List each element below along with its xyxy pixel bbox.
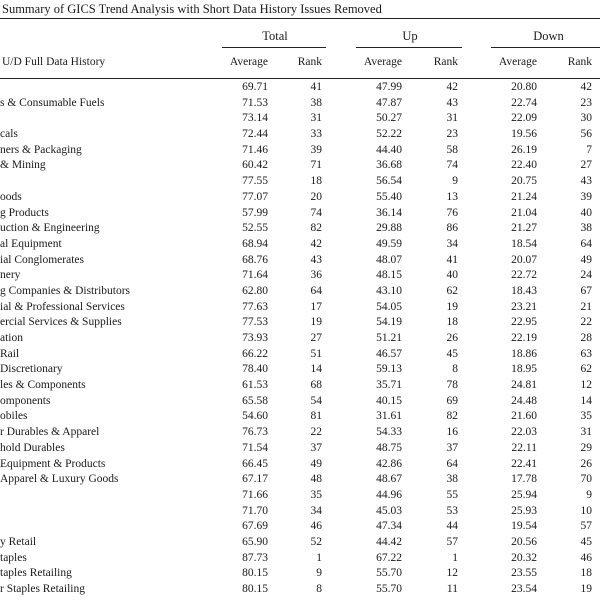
cell-up-average: 47.87 xyxy=(376,96,402,109)
table-row xyxy=(0,143,600,159)
cell-down-average: 22.19 xyxy=(511,332,537,344)
cell-up-average: 44.42 xyxy=(376,535,402,548)
cell-up-rank: 26 xyxy=(446,332,458,344)
table-row xyxy=(0,535,600,551)
cell-total-rank: 36 xyxy=(310,269,322,282)
cell-up-rank: 1 xyxy=(452,551,458,564)
cell-total-rank: 39 xyxy=(310,143,322,156)
cell-down-rank: 7 xyxy=(586,143,592,156)
cell-down-rank: 39 xyxy=(580,190,592,203)
row-label: ation xyxy=(0,332,23,344)
cell-up-average: 55.70 xyxy=(376,583,402,595)
cell-total-rank: 18 xyxy=(310,175,322,188)
cell-down-rank: 14 xyxy=(580,394,592,407)
table-row xyxy=(0,347,600,363)
cell-total-rank: 22 xyxy=(310,426,322,439)
row-label: obiles xyxy=(0,410,28,423)
cell-up-average: 35.71 xyxy=(376,379,402,392)
row-label: Apparel & Luxury Goods xyxy=(0,473,119,486)
cell-up-rank: 76 xyxy=(446,206,458,219)
cell-up-rank: 82 xyxy=(446,410,458,423)
cell-down-rank: 23 xyxy=(580,96,592,109)
cell-down-rank: 70 xyxy=(580,473,592,486)
cell-up-rank: 53 xyxy=(446,504,458,517)
cell-total-rank: 8 xyxy=(316,583,322,595)
cell-total-rank: 19 xyxy=(310,316,322,329)
cell-total-average: 78.40 xyxy=(242,363,268,376)
cell-up-rank: 23 xyxy=(446,128,458,141)
table-row xyxy=(0,315,600,331)
row-label: nery xyxy=(0,269,21,282)
row-label: r Durables & Apparel xyxy=(0,426,100,439)
cell-down-rank: 26 xyxy=(580,457,592,470)
cell-up-average: 36.68 xyxy=(376,159,402,172)
row-label: oods xyxy=(0,190,22,203)
cell-up-average: 45.03 xyxy=(376,504,402,517)
row-label: hold Durables xyxy=(0,441,65,454)
cell-down-average: 25.93 xyxy=(511,504,537,517)
cell-total-average: 67.17 xyxy=(242,473,268,486)
group-header-down: Down xyxy=(533,29,564,43)
cell-down-rank: 64 xyxy=(580,237,592,250)
cell-total-average: 72.44 xyxy=(242,128,268,141)
cell-down-rank: 35 xyxy=(580,410,592,423)
cell-down-rank: 30 xyxy=(580,112,592,125)
cell-total-average: 62.80 xyxy=(242,284,268,297)
header-rule xyxy=(0,78,600,79)
cell-total-average: 71.70 xyxy=(242,504,268,517)
table-row xyxy=(0,441,600,457)
cell-up-average: 55.70 xyxy=(376,567,402,580)
cell-up-rank: 18 xyxy=(446,316,458,329)
cell-down-average: 18.43 xyxy=(511,284,537,297)
cell-total-average: 80.15 xyxy=(242,583,268,595)
cell-total-rank: 31 xyxy=(310,112,322,125)
table-row xyxy=(0,206,600,222)
cell-up-rank: 78 xyxy=(446,379,458,392)
row-label: Rail xyxy=(0,347,20,360)
cell-down-average: 19.56 xyxy=(511,128,537,141)
row-label: cals xyxy=(0,128,18,141)
cell-down-average: 22.11 xyxy=(511,441,537,454)
cell-up-average: 31.61 xyxy=(376,410,402,423)
table-row xyxy=(0,253,600,269)
cell-up-average: 50.27 xyxy=(376,112,402,125)
row-label: y Retail xyxy=(0,535,37,548)
row-label: Equipment & Products xyxy=(0,457,106,470)
cell-down-average: 21.60 xyxy=(511,410,537,423)
cell-down-rank: 27 xyxy=(580,159,592,172)
cell-total-average: 77.55 xyxy=(242,175,268,188)
cell-down-rank: 56 xyxy=(580,128,592,141)
cell-up-average: 48.15 xyxy=(376,269,402,282)
table-row xyxy=(0,551,600,567)
cell-total-average: 57.99 xyxy=(242,206,268,219)
table-row xyxy=(0,96,600,112)
cell-total-rank: 64 xyxy=(310,284,322,297)
cell-total-average: 60.42 xyxy=(242,159,268,172)
cell-up-rank: 16 xyxy=(446,426,458,439)
table-row xyxy=(0,519,600,535)
cell-down-average: 23.55 xyxy=(511,567,537,580)
row-label: ial Conglomerates xyxy=(0,253,84,266)
table-row xyxy=(0,237,600,253)
cell-down-average: 23.21 xyxy=(511,300,537,313)
cell-total-average: 68.94 xyxy=(242,237,268,250)
table-row xyxy=(0,425,600,441)
table-row xyxy=(0,582,600,598)
row-label: r Staples Retailing xyxy=(0,583,85,595)
cell-up-rank: 69 xyxy=(446,394,458,407)
cell-total-average: 65.90 xyxy=(242,535,268,548)
cell-down-rank: 18 xyxy=(580,567,592,580)
cell-down-rank: 10 xyxy=(580,504,592,517)
cell-up-average: 54.33 xyxy=(376,426,402,439)
cell-down-average: 20.07 xyxy=(511,253,537,266)
cell-total-rank: 48 xyxy=(310,473,322,486)
table-row xyxy=(0,300,600,316)
cell-up-rank: 9 xyxy=(452,175,458,188)
cell-up-rank: 34 xyxy=(446,237,458,250)
cell-down-rank: 49 xyxy=(580,253,592,266)
table-row xyxy=(0,268,600,284)
cell-up-rank: 11 xyxy=(446,583,458,595)
cell-up-rank: 13 xyxy=(446,190,458,203)
cell-up-rank: 42 xyxy=(446,81,458,93)
table-row xyxy=(0,127,600,143)
cell-total-rank: 54 xyxy=(310,394,322,407)
cell-total-average: 73.93 xyxy=(242,332,268,344)
cell-down-rank: 43 xyxy=(580,175,592,188)
cell-down-average: 20.80 xyxy=(511,81,537,93)
cell-down-average: 21.27 xyxy=(511,222,537,235)
cell-down-rank: 38 xyxy=(580,222,592,235)
cell-down-rank: 62 xyxy=(580,363,592,376)
cell-down-rank: 28 xyxy=(580,332,592,344)
table-row xyxy=(0,504,600,520)
row-label: ial & Professional Services xyxy=(0,300,125,313)
cell-total-rank: 42 xyxy=(310,237,322,250)
cell-total-average: 54.60 xyxy=(242,410,268,423)
row-label: les & Components xyxy=(0,379,86,392)
table-row xyxy=(0,174,600,190)
cell-up-rank: 38 xyxy=(446,473,458,486)
cell-up-average: 29.88 xyxy=(376,222,402,235)
cell-total-rank: 33 xyxy=(310,128,322,141)
cell-up-average: 46.57 xyxy=(376,347,402,360)
cell-up-average: 47.99 xyxy=(376,81,402,93)
table-row xyxy=(0,488,600,504)
group-rule-up xyxy=(356,47,462,48)
cell-total-average: 66.45 xyxy=(242,457,268,470)
cell-up-rank: 19 xyxy=(446,300,458,313)
cell-total-rank: 1 xyxy=(316,551,322,564)
cell-up-rank: 55 xyxy=(446,488,458,501)
cell-up-rank: 31 xyxy=(446,112,458,125)
column-header-up-average: Average xyxy=(363,56,402,68)
column-header-down-rank: Rank xyxy=(567,56,592,68)
cell-up-rank: 57 xyxy=(446,535,458,548)
cell-total-rank: 27 xyxy=(310,332,322,344)
cell-down-rank: 21 xyxy=(580,300,592,313)
cell-down-rank: 9 xyxy=(586,488,592,501)
cell-down-average: 18.86 xyxy=(511,347,537,360)
cell-down-average: 20.75 xyxy=(511,175,537,188)
cell-total-average: 61.53 xyxy=(242,379,268,392)
cell-down-average: 20.32 xyxy=(511,551,537,564)
cell-down-rank: 57 xyxy=(580,520,592,533)
cell-up-average: 47.34 xyxy=(376,520,402,533)
cell-total-rank: 46 xyxy=(310,520,322,533)
cell-total-rank: 49 xyxy=(310,457,322,470)
cell-down-average: 26.19 xyxy=(511,143,537,156)
group-rule-down xyxy=(491,47,600,48)
cell-up-average: 67.22 xyxy=(376,551,402,564)
row-label: uction & Engineering xyxy=(0,222,100,235)
table-row xyxy=(0,409,600,425)
cell-total-rank: 38 xyxy=(310,96,322,109)
table-row xyxy=(0,221,600,237)
cell-up-rank: 37 xyxy=(446,441,458,454)
cell-total-average: 73.14 xyxy=(242,112,268,125)
cell-down-rank: 67 xyxy=(580,284,592,297)
cell-down-rank: 31 xyxy=(580,426,592,439)
cell-down-average: 25.94 xyxy=(511,488,537,501)
group-header-total: Total xyxy=(262,29,288,43)
cell-total-rank: 34 xyxy=(310,504,322,517)
cell-total-average: 80.15 xyxy=(242,567,268,580)
cell-down-rank: 42 xyxy=(580,81,592,93)
cell-up-average: 48.67 xyxy=(376,473,402,486)
cell-total-average: 71.54 xyxy=(242,441,268,454)
page-title: Summary of GICS Trend Analysis with Short Data History Issues Removed xyxy=(2,2,382,16)
table-row xyxy=(0,331,600,347)
cell-total-average: 52.55 xyxy=(242,222,268,235)
cell-total-average: 71.46 xyxy=(242,143,268,156)
top-rule xyxy=(0,18,600,19)
cell-down-average: 24.81 xyxy=(511,379,537,392)
column-header-down-average: Average xyxy=(498,56,537,68)
cell-up-average: 36.14 xyxy=(376,206,402,219)
cell-total-average: 67.69 xyxy=(242,520,268,533)
group-header-up: Up xyxy=(402,29,418,43)
cell-up-rank: 8 xyxy=(452,363,458,376)
cell-total-rank: 37 xyxy=(310,441,322,454)
cell-up-rank: 64 xyxy=(446,457,458,470)
table-row xyxy=(0,284,600,300)
table-row xyxy=(0,190,600,206)
row-label: ners & Packaging xyxy=(0,143,82,156)
cell-up-average: 56.54 xyxy=(376,175,402,188)
row-label: & Mining xyxy=(0,159,46,172)
table-row xyxy=(0,111,600,127)
cell-total-rank: 20 xyxy=(310,190,322,203)
cell-down-average: 18.54 xyxy=(511,237,537,250)
cell-down-average: 18.95 xyxy=(511,363,537,376)
table-row xyxy=(0,378,600,394)
column-header-total-average: Average xyxy=(229,56,268,68)
column-header-total-rank: Rank xyxy=(297,56,322,68)
cell-up-average: 54.05 xyxy=(376,300,402,313)
cell-down-average: 22.03 xyxy=(511,426,537,439)
row-label: ercial Services & Supplies xyxy=(0,316,122,329)
cell-up-rank: 74 xyxy=(446,159,458,172)
table-row xyxy=(0,472,600,488)
row-label: omponents xyxy=(0,394,51,407)
table-row xyxy=(0,158,600,174)
cell-total-rank: 52 xyxy=(310,535,322,548)
cell-up-average: 51.21 xyxy=(376,332,402,344)
table-row xyxy=(0,362,600,378)
cell-up-average: 59.13 xyxy=(376,363,402,376)
cell-down-rank: 24 xyxy=(580,269,592,282)
cell-total-rank: 51 xyxy=(310,347,322,360)
group-rule-total xyxy=(222,47,326,48)
row-label: Discretionary xyxy=(0,363,63,376)
cell-up-rank: 62 xyxy=(446,284,458,297)
cell-up-rank: 58 xyxy=(446,143,458,156)
cell-total-average: 87.73 xyxy=(242,551,268,564)
cell-total-average: 77.53 xyxy=(242,316,268,329)
cell-down-rank: 12 xyxy=(580,379,592,392)
cell-down-average: 22.74 xyxy=(511,96,537,109)
cell-total-rank: 71 xyxy=(310,159,322,172)
cell-up-rank: 44 xyxy=(446,520,458,533)
cell-down-rank: 63 xyxy=(580,347,592,360)
row-label: g Products xyxy=(0,206,49,219)
cell-up-rank: 12 xyxy=(446,567,458,580)
cell-total-average: 66.22 xyxy=(242,347,268,360)
cell-total-average: 77.63 xyxy=(242,300,268,313)
cell-down-average: 24.48 xyxy=(511,394,537,407)
cell-total-average: 77.07 xyxy=(242,190,268,203)
cell-up-rank: 45 xyxy=(446,347,458,360)
cell-up-average: 54.19 xyxy=(376,316,402,329)
row-label: taples Retailing xyxy=(0,567,72,580)
column-header-full-data-history: U/D Full Data History xyxy=(2,56,106,68)
cell-down-rank: 46 xyxy=(580,551,592,564)
cell-total-average: 71.64 xyxy=(242,269,268,282)
row-label: taples xyxy=(0,551,27,564)
cell-total-rank: 17 xyxy=(310,300,322,313)
cell-down-average: 22.72 xyxy=(511,269,537,282)
table-body xyxy=(0,80,600,598)
cell-up-average: 48.75 xyxy=(376,441,402,454)
cell-total-average: 71.53 xyxy=(242,96,268,109)
cell-total-rank: 43 xyxy=(310,253,322,266)
cell-total-rank: 68 xyxy=(310,379,322,392)
cell-up-rank: 86 xyxy=(446,222,458,235)
column-header-up-rank: Rank xyxy=(433,56,458,68)
cell-up-rank: 43 xyxy=(446,96,458,109)
table-row xyxy=(0,457,600,473)
cell-up-average: 40.15 xyxy=(376,394,402,407)
cell-down-average: 19.54 xyxy=(511,520,537,533)
cell-up-average: 55.40 xyxy=(376,190,402,203)
cell-total-average: 65.58 xyxy=(242,394,268,407)
cell-up-rank: 41 xyxy=(446,253,458,266)
cell-down-average: 22.09 xyxy=(511,112,537,125)
table-row xyxy=(0,566,600,582)
cell-total-average: 68.76 xyxy=(242,253,268,266)
cell-up-average: 52.22 xyxy=(376,128,402,141)
cell-down-rank: 19 xyxy=(580,583,592,595)
cell-down-rank: 40 xyxy=(580,206,592,219)
cell-down-average: 23.54 xyxy=(511,583,537,595)
cell-total-average: 69.71 xyxy=(242,81,268,93)
cell-total-rank: 35 xyxy=(310,488,322,501)
cell-total-rank: 14 xyxy=(310,363,322,376)
cell-down-average: 20.56 xyxy=(511,535,537,548)
cell-total-rank: 74 xyxy=(310,206,322,219)
cell-up-average: 49.59 xyxy=(376,237,402,250)
cell-total-rank: 82 xyxy=(310,222,322,235)
cell-up-average: 44.40 xyxy=(376,143,402,156)
cell-down-average: 21.24 xyxy=(511,190,537,203)
table-row xyxy=(0,80,600,96)
cell-up-average: 48.07 xyxy=(376,253,402,266)
cell-up-average: 43.10 xyxy=(376,284,402,297)
cell-down-average: 22.41 xyxy=(511,457,537,470)
cell-up-rank: 40 xyxy=(446,269,458,282)
cell-down-rank: 22 xyxy=(580,316,592,329)
cell-total-average: 76.73 xyxy=(242,426,268,439)
cell-down-rank: 29 xyxy=(580,441,592,454)
cell-total-average: 71.66 xyxy=(242,488,268,501)
cell-down-rank: 45 xyxy=(580,535,592,548)
table-row xyxy=(0,394,600,410)
cell-down-average: 22.95 xyxy=(511,316,537,329)
cell-down-average: 17.78 xyxy=(511,473,537,486)
cell-down-average: 21.04 xyxy=(511,206,537,219)
row-label: al Equipment xyxy=(0,237,62,250)
cell-up-average: 44.96 xyxy=(376,488,402,501)
cell-up-average: 42.86 xyxy=(376,457,402,470)
cell-total-rank: 41 xyxy=(310,81,322,93)
cell-down-average: 22.40 xyxy=(511,159,537,172)
cell-total-rank: 81 xyxy=(310,410,322,423)
row-label: s & Consumable Fuels xyxy=(0,96,105,109)
cell-total-rank: 9 xyxy=(316,567,322,580)
row-label: g Companies & Distributors xyxy=(0,284,131,297)
